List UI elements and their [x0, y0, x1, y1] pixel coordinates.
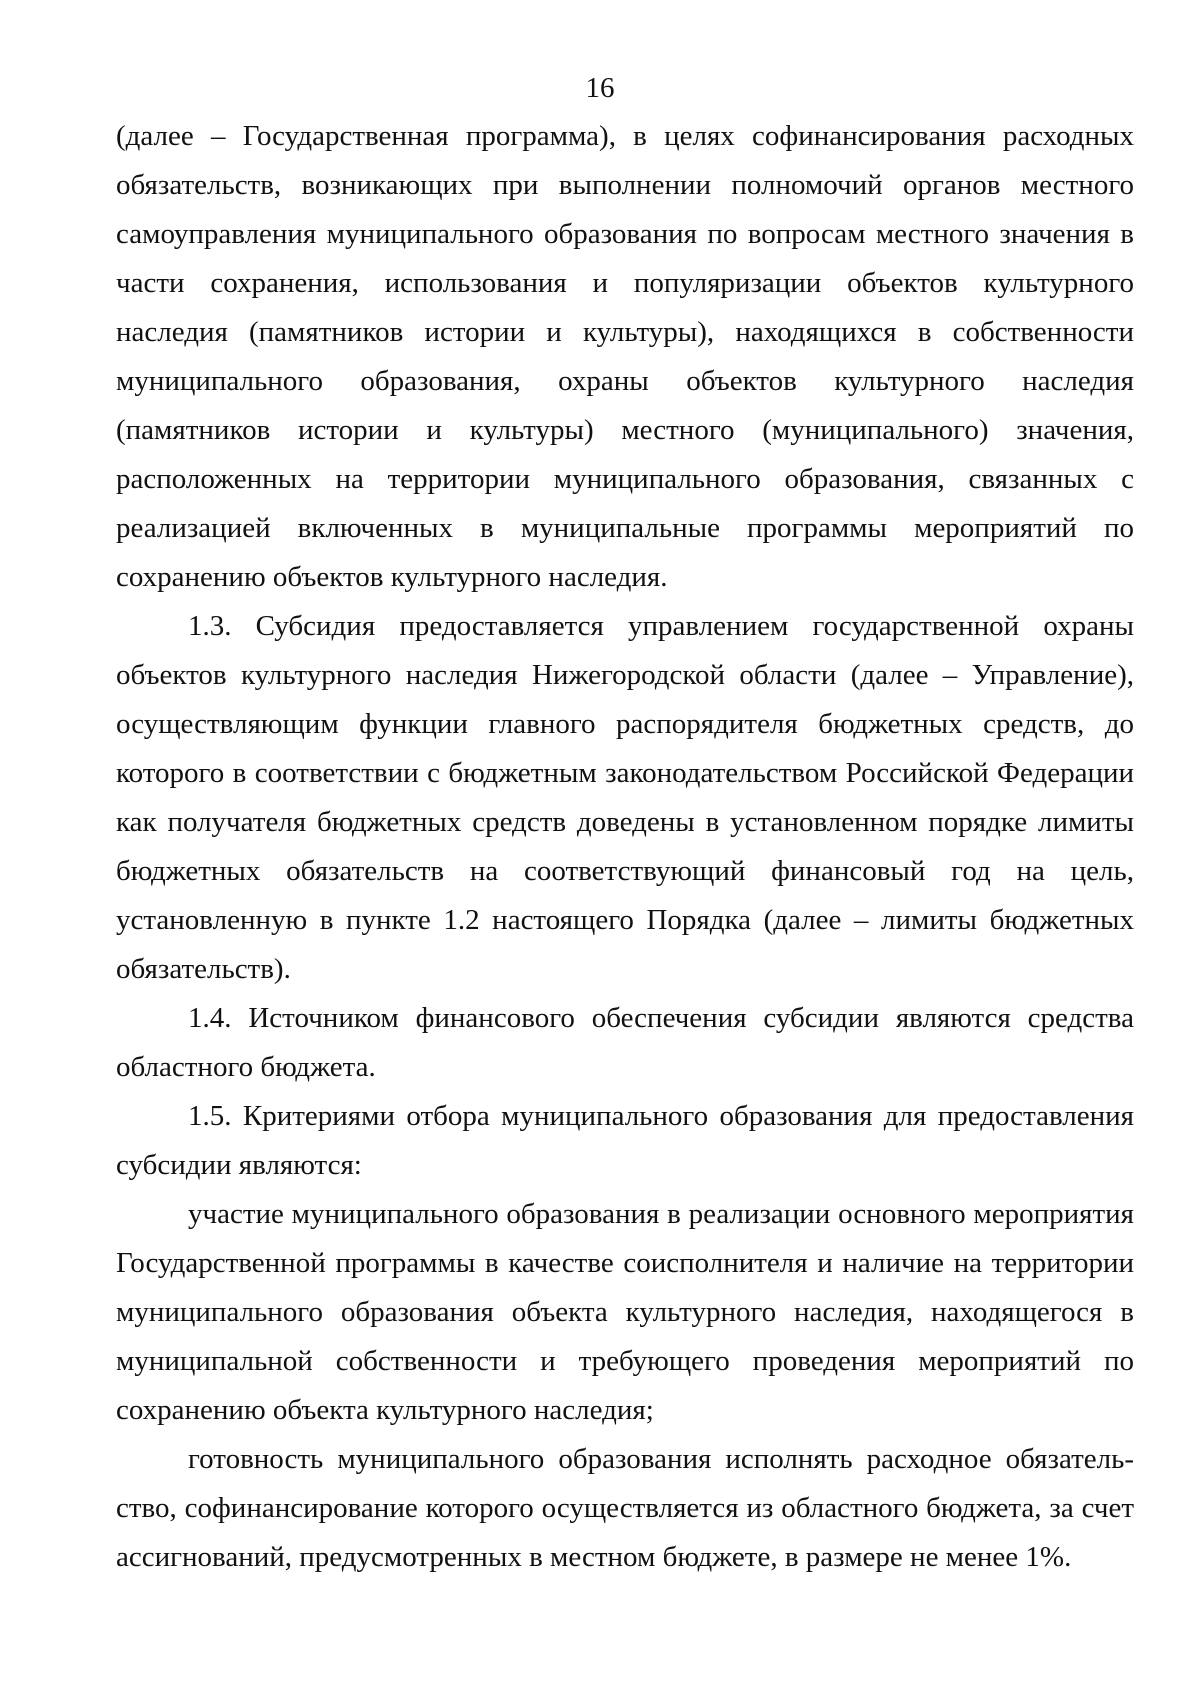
paragraph-1-4: 1.4. Источником финансового обеспечения субсидии являются средства областного бюджета. [116, 1002, 1134, 1083]
page-number: 16 [585, 72, 615, 104]
paragraph-intro: (далее – Государственная программа), в целях софинансирования расходных обязательств, возникающих при выполнении полномочий органов местного самоуправления муниципального образования по вопросам местного значения в части сохранения, использования и популяризации объектов культурного наследия (памятников истории и культуры), находящихся в собственности муниципального образования, охраны объектов культурного наследия (памятников истории и культуры) местного (муниципального) значения, расположенных на территории муниципального образования, связанных с реализацией включенных в муниципальные программы мероприятий по сохранению объектов культурного наследия. [116, 120, 1134, 593]
criterion-item: участие муниципального образования в реализации основного мероприятия Государственной программы в качестве соисполнителя и наличие на территории муниципального образования объекта культурного наследия, находящегося в муниципальной собственности и требующего проведения мероприятий по сохранению объекта культурного наследия; [116, 1198, 1134, 1426]
paragraph-1-3: 1.3. Субсидия предоставляется управлением государственной охраны объектов культурного наследия Нижегородской области (далее – Управление), осуществляющим функции главного распорядителя бюджетных средств, до которого в соответствии с бюджетным законодательством Российской Федерации как получателя бюджетных средств доведены в установленном порядке лимиты бюджетных обязательств на соответствующий финансовый год на цель, установленную в пункте 1.2 настоящего Порядка (далее – лимиты бюджетных обязательств). [116, 610, 1134, 985]
document-body [116, 112, 1134, 1582]
paragraph-1-5: 1.5. Критериями отбора муниципального образования для предоставления субсидии являются: [116, 1100, 1134, 1181]
criterion-item: готовность муниципального образования исполнять расходное обязательство, софинансирование которого осуществляется из областного бюджета, за счет ассигнований, предусмотренных в местном бюджете, в размере не менее 1%. [116, 1443, 1134, 1573]
